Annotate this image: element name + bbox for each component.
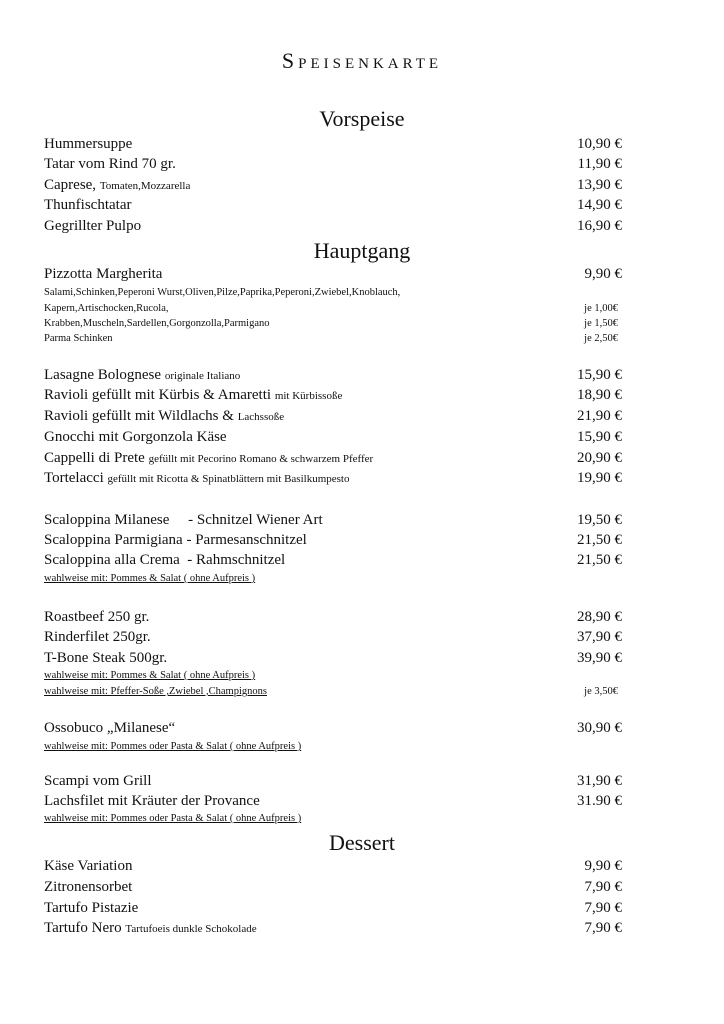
item-name: T-Bone Steak 500gr. [44, 650, 168, 666]
menu-item [44, 197, 622, 217]
menu-item [44, 609, 622, 629]
item-name: Tartufo Nero Tartufoeis dunkle Schokolade [44, 920, 257, 936]
menu-item [44, 858, 622, 878]
menu-item [44, 266, 622, 286]
item-name: Cappelli di Prete gefüllt mit Pecorino Romano & schwarzem Pfeffer [44, 450, 374, 466]
toppings-line: Parma Schinken je 2,50€ [44, 333, 618, 344]
item-name: Caprese, Tomaten,Mozzarella [44, 177, 191, 193]
item-price: 21,50 € [577, 532, 622, 548]
item-name: Hummersuppe [44, 136, 133, 152]
toppings-line: Kapern,Artischocken,Rucola, je 1,00€ [44, 303, 618, 314]
item-name: Ravioli gefüllt mit Wildlachs & Lachssoße [44, 408, 285, 424]
side-note: wahlweise mit: Pommes & Salat ( ohne Aufpreis ) [44, 670, 256, 681]
side-note: wahlweise mit: Pommes oder Pasta & Salat ( ohne Aufpreis ) [44, 741, 302, 752]
item-name: Zitronensorbet [44, 879, 133, 895]
item-price: 19,90 € [577, 470, 622, 486]
menu-item [44, 879, 622, 899]
item-price: 37,90 € [577, 629, 622, 645]
item-price: 15,90 € [577, 367, 622, 383]
menu-item [44, 920, 622, 940]
section-heading-vorspeise: Vorspeise [319, 106, 405, 131]
menu-item [44, 532, 622, 552]
item-price: 31,90 € [577, 773, 622, 789]
item-name: Tartufo Pistazie [44, 900, 139, 916]
item-price: 7,90 € [584, 879, 622, 895]
menu-item [44, 552, 622, 572]
menu-item [44, 136, 622, 156]
item-price: 28,90 € [577, 609, 622, 625]
menu-item [44, 650, 622, 670]
menu-item [44, 218, 622, 238]
item-name: Ossobuco „Milanese“ [44, 720, 176, 736]
menu-item [44, 450, 622, 470]
menu-item [44, 387, 622, 407]
menu-item [44, 367, 622, 387]
toppings-line: Krabben,Muscheln,Sardellen,Gorgonzolla,Parmigano je 1,50€ [44, 318, 618, 329]
item-price: 21,50 € [577, 552, 622, 568]
toppings-line: Salami,Schinken,Peperoni Wurst,Oliven,Pilze,Paprika,Peperoni,Zwiebel,Knoblauch, [44, 287, 401, 298]
item-name: Roastbeef 250 gr. [44, 609, 150, 625]
menu-item [44, 429, 622, 449]
item-price: 7,90 € [584, 920, 622, 936]
item-name: Tortelacci gefüllt mit Ricotta & Spinatblättern mit Basilkumpesto [44, 470, 350, 486]
item-name: Scampi vom Grill [44, 773, 152, 789]
menu-item [44, 408, 622, 428]
item-name: Käse Variation [44, 858, 133, 874]
item-price: 9,90 € [584, 858, 622, 874]
item-price: 20,90 € [577, 450, 622, 466]
menu-item [44, 793, 622, 813]
menu-item [44, 156, 622, 176]
item-name: Ravioli gefüllt mit Kürbis & Amaretti mit Kürbissoße [44, 387, 343, 403]
item-name: Scaloppina alla Crema - Rahmschnitzel [44, 552, 286, 568]
item-name: Scaloppina Milanese - Schnitzel Wiener Art [44, 512, 323, 528]
item-name: Scaloppina Parmigiana - Parmesanschnitzel [44, 532, 307, 548]
menu-item [44, 720, 622, 740]
item-price: 10,90 € [577, 136, 622, 152]
item-name: Thunfischtatar [44, 197, 132, 213]
item-name: Pizzotta Margherita [44, 266, 163, 282]
item-price: 31.90 € [577, 793, 622, 809]
page-title: Speisenkarte [281, 48, 443, 73]
item-price: 30,90 € [577, 720, 622, 736]
item-price: 19,50 € [577, 512, 622, 528]
menu-item [44, 773, 622, 793]
item-price: 39,90 € [577, 650, 622, 666]
item-name: Lasagne Bolognese originale Italiano [44, 367, 241, 383]
item-name: Lachsfilet mit Kräuter der Provance [44, 793, 260, 809]
item-name: Gegrillter Pulpo [44, 218, 142, 234]
item-price: 14,90 € [577, 197, 622, 213]
item-name: Rinderfilet 250gr. [44, 629, 151, 645]
item-name: Tatar vom Rind 70 gr. [44, 156, 176, 172]
side-note: wahlweise mit: Pommes & Salat ( ohne Aufpreis ) [44, 573, 256, 584]
item-price: 13,90 € [577, 177, 622, 193]
menu-item [44, 177, 622, 197]
side-note: wahlweise mit: Pfeffer-Soße ,Zwiebel ,Champignons je 3,50€ [44, 686, 618, 697]
item-price: 21,90 € [577, 408, 622, 424]
item-price: 9,90 € [584, 266, 622, 282]
item-price: 7,90 € [584, 900, 622, 916]
menu-item [44, 900, 622, 920]
item-price: 15,90 € [577, 429, 622, 445]
menu-item [44, 512, 622, 532]
section-heading-dessert: Dessert [329, 830, 395, 855]
side-note: wahlweise mit: Pommes oder Pasta & Salat ( ohne Aufpreis ) [44, 813, 302, 824]
item-price: 16,90 € [577, 218, 622, 234]
section-heading-hauptgang: Hauptgang [313, 238, 411, 263]
item-price: 11,90 € [577, 156, 622, 172]
menu-item [44, 629, 622, 649]
item-price: 18,90 € [577, 387, 622, 403]
menu-item [44, 470, 622, 490]
item-name: Gnocchi mit Gorgonzola Käse [44, 429, 227, 445]
